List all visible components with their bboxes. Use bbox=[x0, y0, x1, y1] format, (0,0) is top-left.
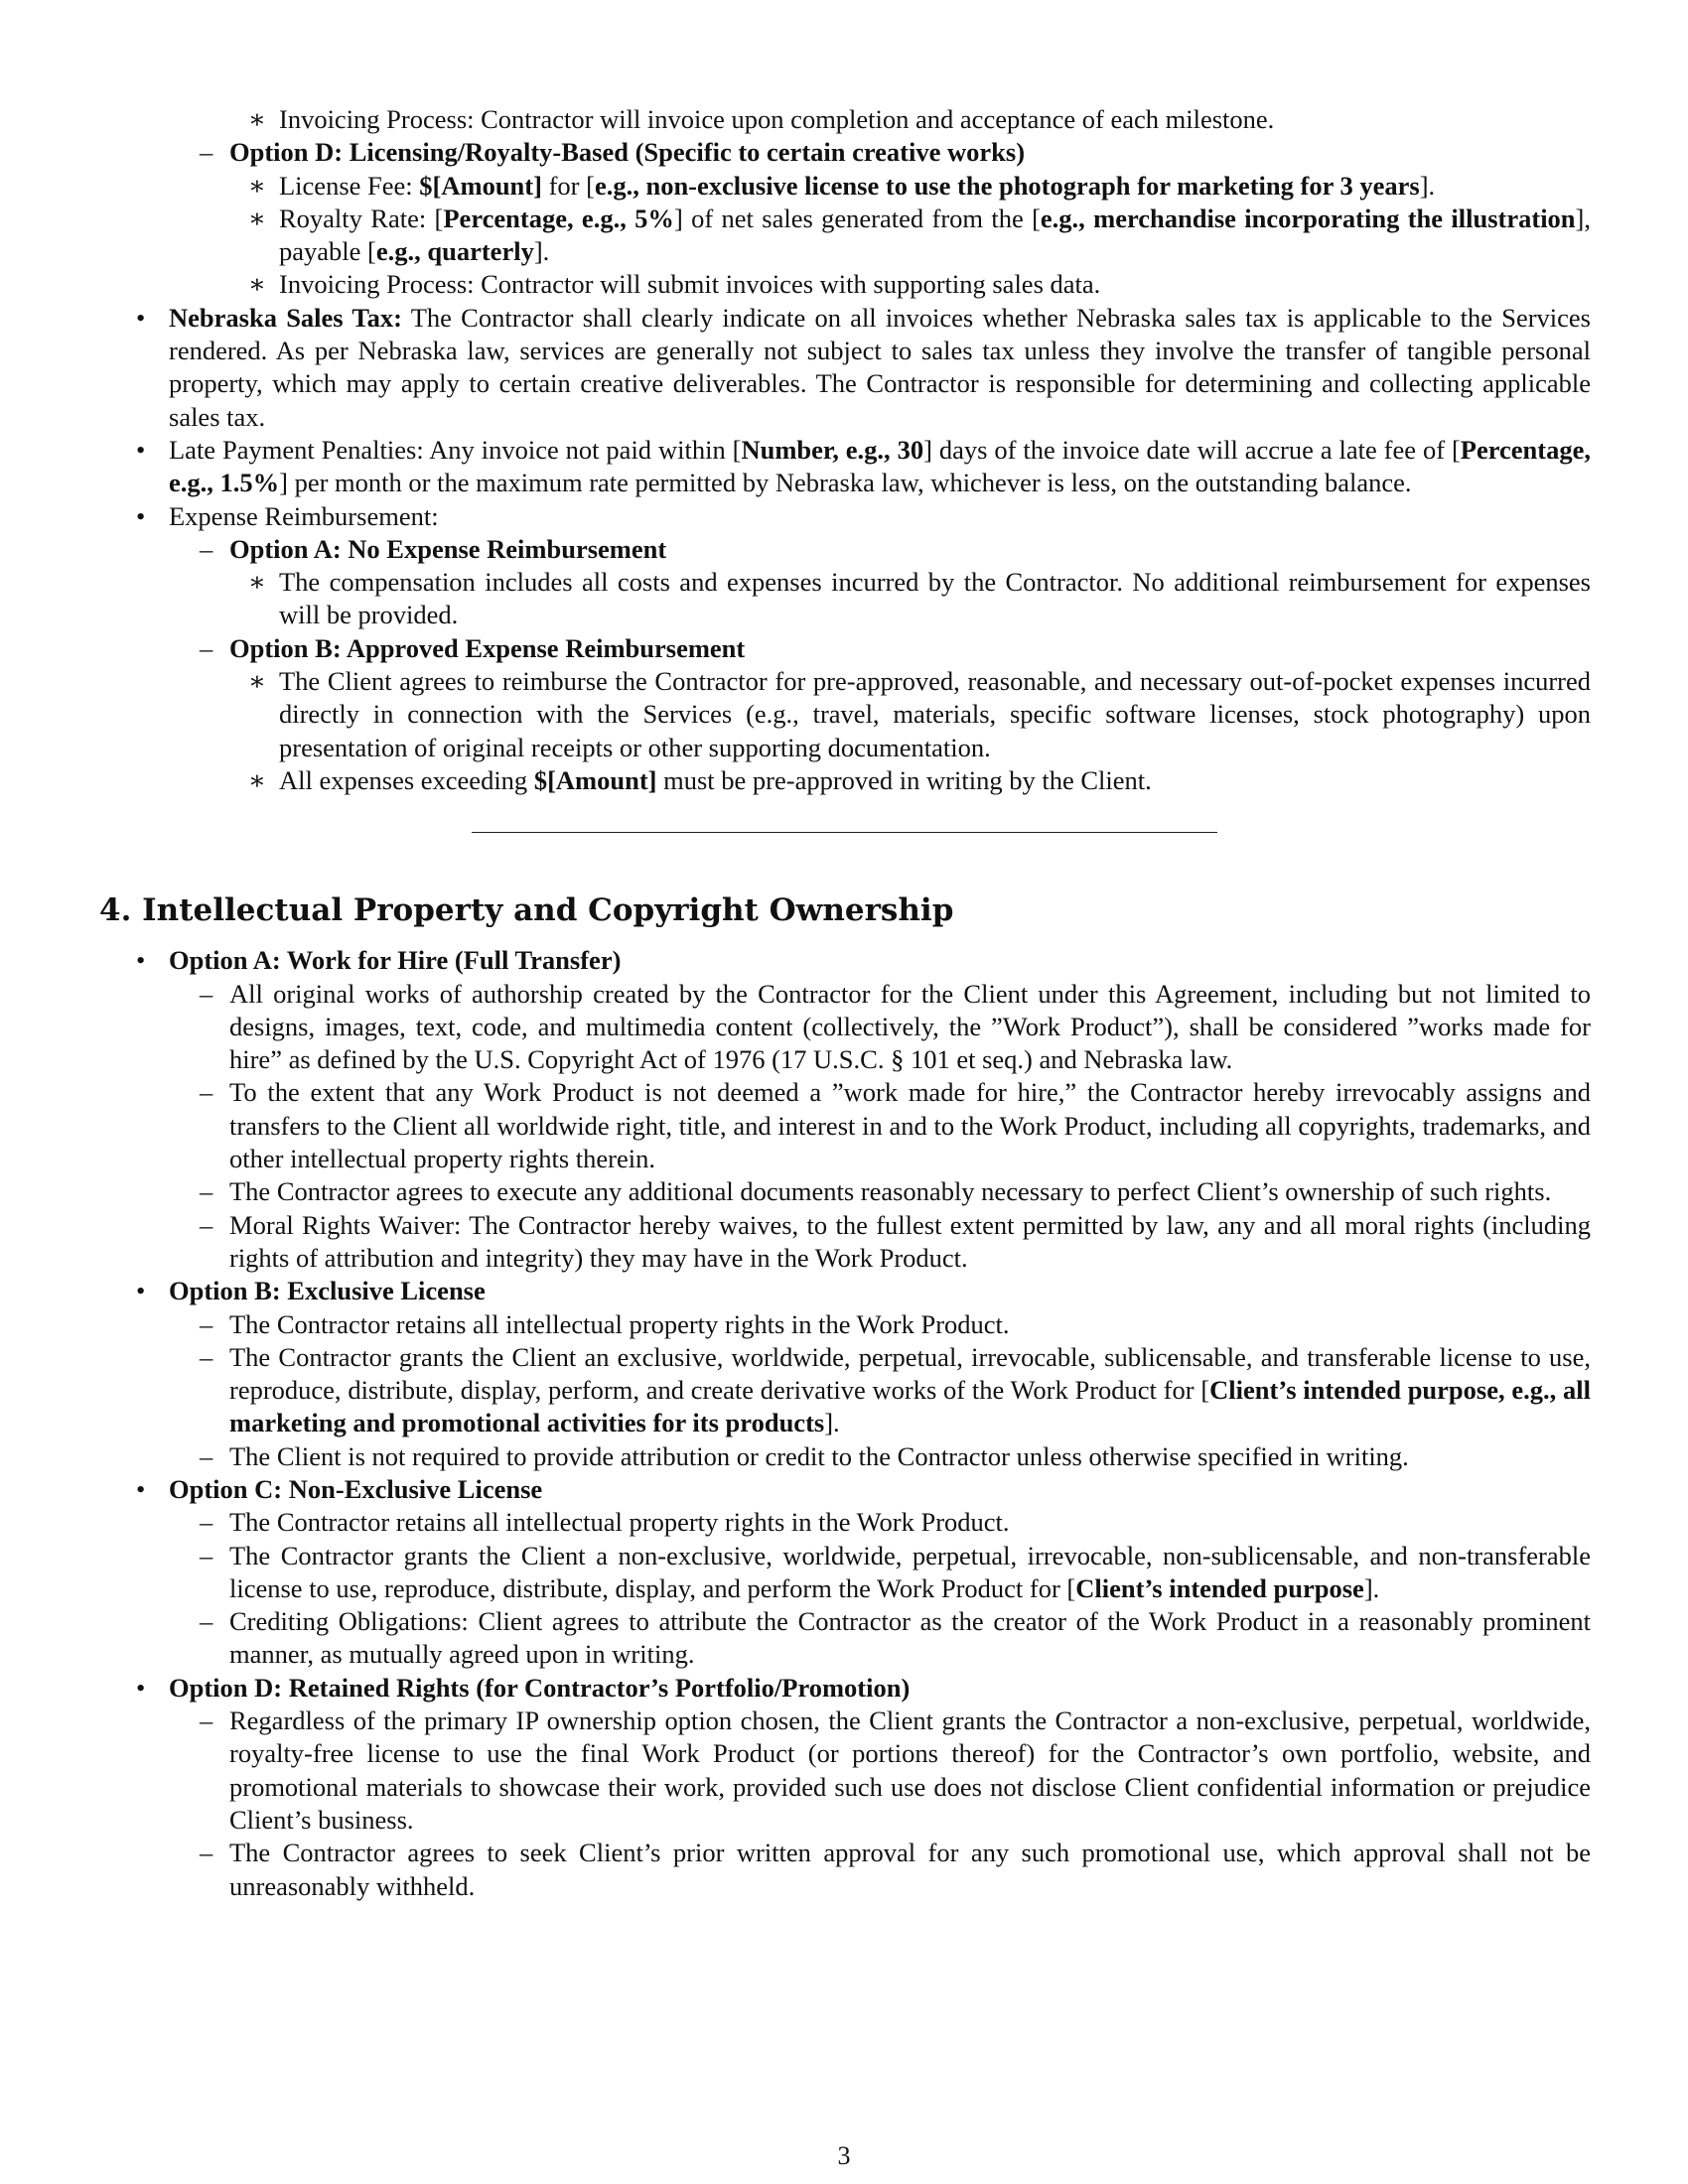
late-payment-percentage: Percentage, e.g., 1.5% bbox=[169, 434, 1591, 498]
ip-option-b-item-2-end: ]. bbox=[824, 1408, 840, 1438]
expense-option-a-title: Option A: No Expense Reimbursement bbox=[229, 533, 667, 564]
expense-option-b-title: Option B: Approved Expense Reimbursement bbox=[229, 632, 746, 663]
late-payment-text: Late Payment Penalties: Any invoice not paid within [ bbox=[169, 434, 742, 465]
expense-option-a-text: The compensation includes all costs and expenses incurred by the Contractor. No additional reimbursement for expenses will be provided. bbox=[279, 567, 1591, 630]
dash-marker: – bbox=[200, 1341, 213, 1372]
ip-option-d-item-2: The Contractor agrees to seek Client’s prior written approval for any such promotional use, which approval shall not be unreasonably withheld. bbox=[229, 1838, 1591, 1901]
royalty-rate-example: e.g., merchandise incorporating the illustration bbox=[1040, 203, 1576, 233]
license-fee-label: License Fee: bbox=[279, 170, 420, 201]
ip-option-a-item-4: Moral Rights Waiver: The Contractor hereby waives, to the fullest extent permitted by law, any and all moral rights (including rights of attribution and integrity) they may have in the Work Product. bbox=[229, 1209, 1591, 1273]
royalty-rate-text-end: ]. bbox=[533, 236, 550, 267]
list-item bbox=[99, 170, 1591, 203]
license-fee-example: e.g., non-exclusive license to use the photograph for marketing for 3 years bbox=[594, 170, 1420, 201]
section-4-heading: 4. Intellectual Property and Copyright Ownership bbox=[99, 892, 954, 929]
list-item bbox=[99, 1605, 1591, 1672]
royalty-rate-text: ] of net sales generated from the [ bbox=[673, 203, 1041, 233]
document-body bbox=[99, 103, 1591, 1903]
list-item bbox=[99, 434, 1591, 500]
list-item bbox=[99, 203, 1591, 269]
bullet-marker: • bbox=[136, 1473, 146, 1504]
ip-option-c-title: Option C: Non-Exclusive License bbox=[169, 1473, 543, 1504]
ip-option-c-item-2: The Contractor grants the Client a non-exclusive, worldwide, perpetual, irrevocable, non-sublicensable, and non-transferable license to use, reproduce, distribute, display, and perform the Work Product for [ bbox=[229, 1540, 1591, 1603]
ip-option-c-item-1: The Contractor retains all intellectual property rights in the Work Product. bbox=[229, 1507, 1010, 1538]
list-item bbox=[99, 1473, 1591, 1506]
bullet-marker: • bbox=[136, 945, 146, 976]
list-item bbox=[99, 665, 1591, 764]
list-item bbox=[99, 978, 1591, 1077]
list-item bbox=[99, 1440, 1591, 1473]
bullet-marker: • bbox=[136, 500, 146, 531]
star-marker: ∗ bbox=[248, 104, 267, 134]
license-fee-text: for [ bbox=[541, 170, 595, 201]
list-item bbox=[99, 268, 1591, 301]
ip-option-a-item-3: The Contractor agrees to execute any additional documents reasonably necessary to perfect Client’s ownership of such rights. bbox=[229, 1176, 1552, 1207]
dash-marker: – bbox=[200, 533, 213, 564]
list-item bbox=[99, 500, 1591, 533]
dash-marker: – bbox=[200, 137, 213, 168]
late-payment-text-2: ] days of the invoice date will accrue a late fee of [ bbox=[923, 434, 1461, 465]
list-item bbox=[99, 1209, 1591, 1276]
list-item bbox=[99, 1672, 1591, 1705]
dash-marker: – bbox=[200, 1440, 213, 1471]
expense-threshold-text: All expenses exceeding bbox=[279, 764, 534, 795]
ip-option-b-item-1: The Contractor retains all intellectual property rights in the Work Product. bbox=[229, 1308, 1010, 1339]
license-fee-text-end: ]. bbox=[1419, 170, 1436, 201]
dash-marker: – bbox=[200, 1606, 213, 1637]
royalty-rate-text-2: ], payable [ bbox=[279, 203, 1591, 267]
invoicing-process-sales: Invoicing Process: Contractor will submit invoices with supporting sales data. bbox=[279, 269, 1101, 300]
expense-option-b-text: The Client agrees to reimburse the Contractor for pre-approved, reasonable, and necessary out-of-pocket expenses incurred directly in connection with the Services (e.g., travel, materials, specific software licenses, stock photography) upon presentation of original receipts or other supporting documentation. bbox=[279, 666, 1591, 762]
star-marker: ∗ bbox=[248, 666, 267, 697]
ip-option-d-item-1: Regardless of the primary IP ownership option chosen, the Client grants the Contractor a non-exclusive, perpetual, worldwide, royalty-free license to use the final Work Product (or portions thereof) for the Contractor’s own portfolio, website, and promotional materials to showcase their work, provided such use does not disclose Client confidential information or prejudice Client’s business. bbox=[229, 1706, 1591, 1835]
dash-marker: – bbox=[200, 1209, 213, 1240]
royalty-rate-label: Royalty Rate: [ bbox=[279, 203, 444, 233]
ip-option-d-title: Option D: Retained Rights (for Contractor’s Portfolio/Promotion) bbox=[169, 1672, 911, 1703]
star-marker: ∗ bbox=[248, 170, 267, 201]
list-item bbox=[99, 1705, 1591, 1837]
list-item bbox=[99, 1506, 1591, 1539]
section-divider bbox=[99, 797, 1591, 879]
dash-marker: – bbox=[200, 1176, 213, 1207]
list-item bbox=[99, 764, 1591, 797]
dash-marker: – bbox=[200, 1706, 213, 1736]
option-d-licensing-title: Option D: Licensing/Royalty-Based (Specific to certain creative works) bbox=[229, 137, 1026, 168]
license-fee-amount: $[Amount] bbox=[419, 170, 542, 201]
list-item bbox=[99, 1540, 1591, 1606]
dash-marker: – bbox=[200, 1507, 213, 1538]
list-item bbox=[99, 944, 1591, 977]
ip-option-c-item-3: Crediting Obligations: Client agrees to attribute the Contractor as the creator of the Work Product in a reasonably prominent manner, as mutually agreed upon in writing. bbox=[229, 1606, 1591, 1670]
list-item bbox=[99, 566, 1591, 632]
ip-option-b-item-2: The Contractor grants the Client an exclusive, worldwide, perpetual, irrevocable, sublicensable, and transferable license to use, reproduce, distribute, display, perform, and create derivative works of the Work Product for [ bbox=[229, 1341, 1591, 1406]
expense-threshold-text-end: must be pre-approved in writing by the Client. bbox=[656, 764, 1152, 795]
dash-marker: – bbox=[200, 632, 213, 663]
invoicing-process-milestone: Invoicing Process: Contractor will invoice upon completion and acceptance of each milestone. bbox=[279, 104, 1275, 134]
list-item bbox=[99, 1175, 1591, 1208]
late-payment-text-end: ] per month or the maximum rate permitted by Nebraska law, whichever is less, on the outstanding balance. bbox=[279, 468, 1412, 498]
bullet-marker: • bbox=[136, 434, 146, 465]
bullet-marker: • bbox=[136, 302, 146, 333]
late-payment-days: Number, e.g., 30 bbox=[741, 434, 924, 465]
bullet-marker: • bbox=[136, 1672, 146, 1703]
horizontal-rule bbox=[472, 832, 1217, 833]
ip-option-b-title: Option B: Exclusive License bbox=[169, 1276, 486, 1306]
list-item bbox=[99, 1308, 1591, 1341]
bullet-marker: • bbox=[136, 1276, 146, 1306]
star-marker: ∗ bbox=[248, 203, 267, 233]
list-item bbox=[99, 632, 1591, 665]
nebraska-sales-tax-label: Nebraska Sales Tax: bbox=[169, 302, 402, 333]
list-item bbox=[99, 533, 1591, 566]
list-item bbox=[99, 302, 1591, 434]
ip-option-c-purpose: Client’s intended purpose bbox=[1075, 1572, 1364, 1603]
ip-option-a-item-2: To the extent that any Work Product is not deemed a ”work made for hire,” the Contractor hereby irrevocably assigns and transfers to the Client all worldwide right, title, and interest in and to the Work Product, including all copyrights, trademarks, and other intellectual property rights therein. bbox=[229, 1077, 1591, 1174]
ip-option-a-item-1: All original works of authorship created by the Contractor for the Client under this Agreement, including but not limited to designs, images, text, code, and multimedia content (collectively, the ”Work Product”), shall be considered ”works made for hire” as defined by the U.S. Copyright Act of 1976 (17 U.S.C. § 101 et seq.) and Nebraska law. bbox=[229, 978, 1591, 1075]
expense-reimbursement-label: Expense Reimbursement: bbox=[169, 500, 439, 531]
expense-threshold-amount: $[Amount] bbox=[533, 764, 657, 795]
list-item bbox=[99, 1275, 1591, 1307]
list-item bbox=[99, 1076, 1591, 1175]
dash-marker: – bbox=[200, 1308, 213, 1339]
list-item bbox=[99, 136, 1591, 169]
list-item bbox=[99, 1341, 1591, 1440]
star-marker: ∗ bbox=[248, 269, 267, 300]
ip-option-c-item-2-end: ]. bbox=[1363, 1572, 1380, 1603]
royalty-rate-frequency: e.g., quarterly bbox=[375, 236, 534, 267]
dash-marker: – bbox=[200, 978, 213, 1009]
list-item bbox=[99, 1837, 1591, 1903]
nebraska-sales-tax-text: The Contractor shall clearly indicate on all invoices whether Nebraska sales tax is applicable to the Services rendered. As per Nebraska law, services are generally not subject to sales tax unless they involve the transfer of tangible personal property, which may apply to certain creative deliverables. The Contractor is responsible for determining and collecting applicable sales tax. bbox=[169, 302, 1591, 432]
star-marker: ∗ bbox=[248, 567, 267, 598]
star-marker: ∗ bbox=[248, 764, 267, 795]
list-item bbox=[99, 103, 1591, 136]
ip-option-b-item-3: The Client is not required to provide attribution or credit to the Contractor unless otherwise specified in writing. bbox=[229, 1440, 1409, 1471]
ip-option-a-title: Option A: Work for Hire (Full Transfer) bbox=[169, 945, 622, 976]
ip-option-b-purpose: Client’s intended purpose, e.g., all marketing and promotional activities for its products bbox=[229, 1375, 1592, 1438]
dash-marker: – bbox=[200, 1077, 213, 1108]
dash-marker: – bbox=[200, 1838, 213, 1868]
dash-marker: – bbox=[200, 1540, 213, 1570]
royalty-rate-percentage: Percentage, e.g., 5% bbox=[443, 203, 674, 233]
page-number: 3 bbox=[837, 2141, 851, 2170]
